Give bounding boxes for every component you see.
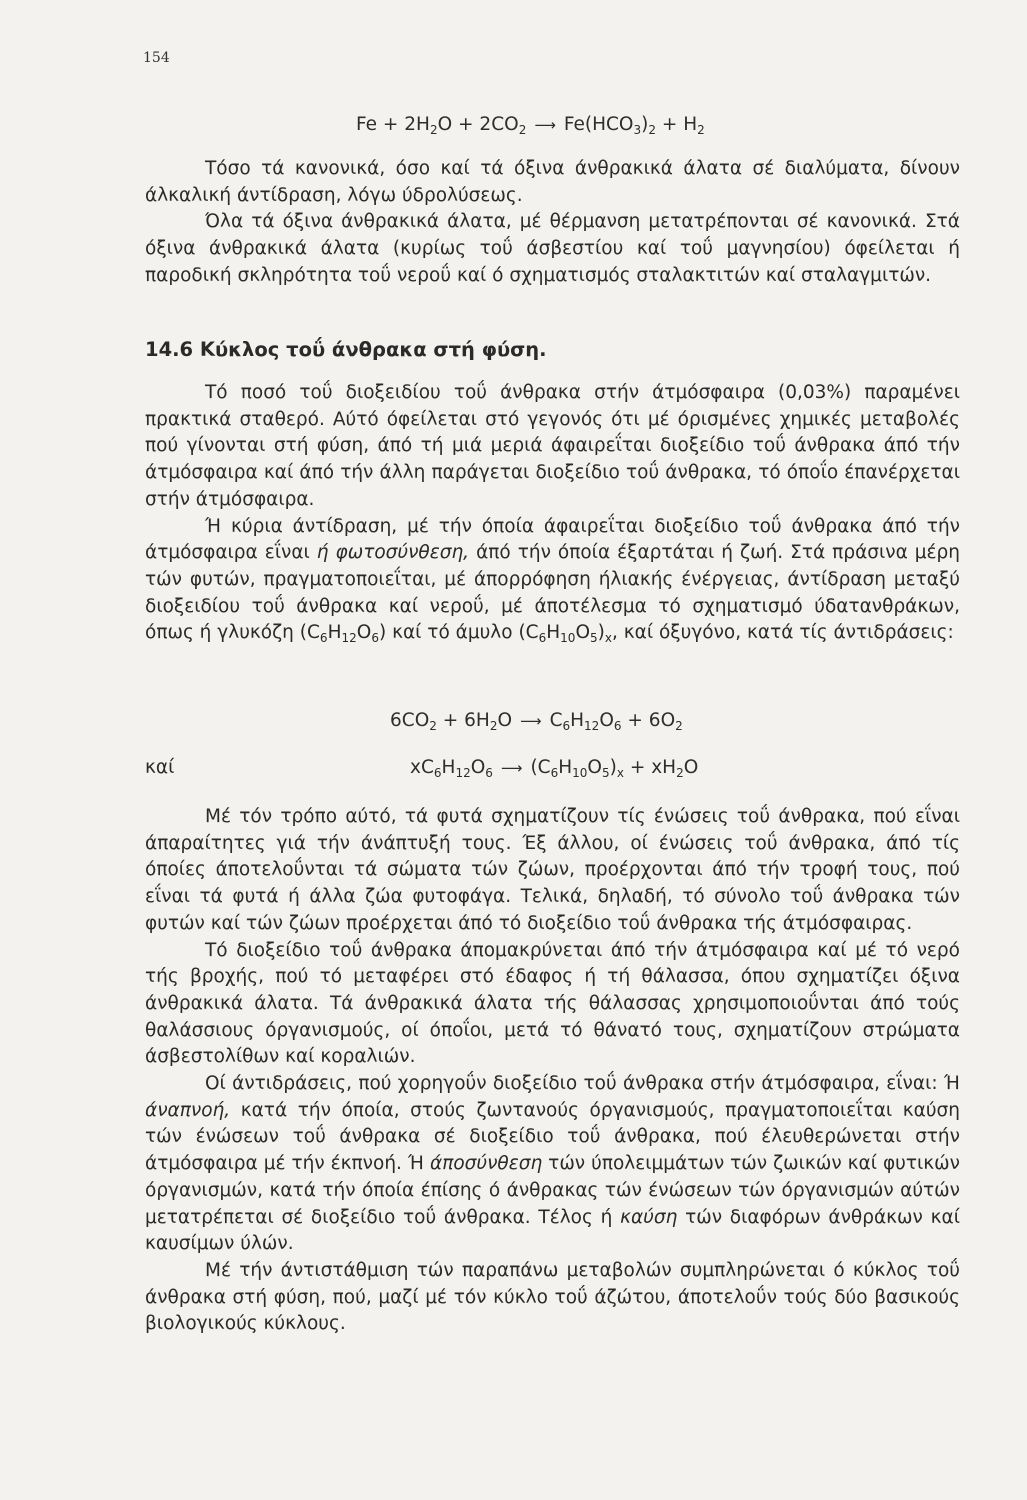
- paragraph: Ή κύρια άντίδραση, μέ τήν όποία άφαιρεΐται διοξείδιο τοΰ άνθρακα άπό τήν άτμόσφαιρα εΐναι ή φωτοσύνθεση, άπό τήν όποία έξαρτάται ή ζωή. Στά πράσινα μέρη τών φυτών, πραγματοποιεΐται, μέ άπορρόφηση ήλιακής ένέργειας, άντίδραση μεταξύ διοξειδίου τοΰ άνθρακα καί νεροΰ, μέ άποτέλεσμα τό σχηματισμό ύδατανθράκων, όπως ή γλυκόζη $(C_6H_{12}O_6)$ καί τό άμυλο $(C_6H_{10}O_5)_x$, καί όξυγόνο, κατά τίς άντιδράσεις:: [145, 515, 961, 646]
- reaction-arrow: ⟶: [520, 712, 542, 730]
- paragraph: Τό διοξείδιο τοΰ άνθρακα άπομακρύνεται άπό τήν άτμόσφαιρα καί μέ τό νερό τής βροχής, πού τό μεταφέρει στό έδαφος ή τή θάλασσα, όπου σχηματίζει όξινα άνθρακικά άλατα. Τά άνθρακικά άλατα τής θάλασσας χρησιμοποιοΰνται άπό τούς θαλάσσιους όργανισμούς, οί όποΐοι, μετά τό θάνατό τους, σχηματίζουν στρώματα άσβεστολίθων καί κοραλιών.: [145, 939, 960, 1068]
- equation-iron-bicarbonate: $Fe + 2H_2O + 2CO_2$ ⟶ $Fe(HCO_3)_2 + H_2$: [356, 114, 705, 137]
- paragraph: Τό ποσό τοΰ διοξειδίου τοΰ άνθρακα στήν άτμόσφαιρα (0,03%) παραμένει πρακτικά σταθερό. Αύτό όφείλεται στό γεγονός ότι μέ όρισμένες χημικές μεταβολές πού γίνονται στή φύση, άπό τή μιά μεριά άφαιρεΐται διοξείδιο τοΰ άνθρακα άπό τήν άτμόσφαιρα καί άπό τήν άλλη παράγεται διοξείδιο τοΰ άνθρακα, τό όποΐο έπανέρχεται στήν άτμόσφαιρα.: [145, 382, 960, 510]
- emphasis-photosynthesis: ή φωτοσύνθεση,: [316, 542, 470, 564]
- emphasis-respiration: άναπνοή,: [145, 1099, 231, 1121]
- reaction-arrow: ⟶: [534, 116, 556, 134]
- paragraph: Τόσο τά κανονικά, όσο καί τά όξινα άνθρακικά άλατα σέ διαλύματα, δίνουν άλκαλική άντίδραση, λόγω ύδρολύσεως.: [145, 158, 960, 206]
- reaction-arrow: ⟶: [500, 759, 523, 777]
- emphasis-combustion: καύση: [620, 1206, 678, 1228]
- conjunction-label: καί: [145, 757, 175, 778]
- section-heading: 14.6 Κύκλος τοΰ άνθρακα στή φύση.: [145, 338, 547, 361]
- paragraph: Μέ τόν τρόπο αύτό, τά φυτά σχηματίζουν τίς ένώσεις τοΰ άνθρακα, πού εΐναι άπαραίτητες γιά τήν άνάπτυξή τους. Έξ άλλου, οί ένώσεις τοΰ άνθρακα, άπό τίς όποίες άποτελοΰνται τά σώματα τών ζώων, προέρχονται άπό τήν τροφή τους, πού εΐναι τά φυτά ή άλλα ζώα φυτοφάγα. Τελικά, δηλαδή, τό σύνολο τοΰ άνθρακα τών φυτών καί τών ζώων προέρχεται άπό τό διοξείδιο τοΰ άνθρακα τής άτμόσφαιρας.: [145, 806, 960, 934]
- page-number: 154: [143, 50, 170, 66]
- section-text-2: [145, 804, 960, 1338]
- paragraph: Μέ τήν άντιστάθμιση τών παραπάνω μεταβολών συμπληρώνεται ό κύκλος τοΰ άνθρακα στή φύση, πού, μαζί μέ τόν κύκλο τοΰ άζώτου, άποτελοΰν τούς δύο βασικούς βιολογικούς κύκλους.: [145, 1259, 960, 1335]
- paragraph: Όλα τά όξινα άνθρακικά άλατα, μέ θέρμανση μετατρέπονται σέ κανονικά. Στά όξινα άνθρακικά άλατα (κυρίως τοΰ άσβεστίου καί τοΰ μαγνησίου) όφείλεται ή παροδική σκληρότητα τοΰ νεροΰ καί ό σχηματισμός σταλακτιτών καί σταλαγμιτών.: [145, 211, 960, 286]
- equation-photosynthesis: $6CO_2 + 6H_2O$ ⟶ $C_6H_{12}O_6 + 6O_2$: [390, 710, 683, 733]
- intro-text: [145, 156, 960, 290]
- paragraph: Οί άντιδράσεις, πού χορηγοΰν διοξείδιο τοΰ άνθρακα στήν άτμόσφαιρα, εΐναι: Ή άναπνοή, κατά τήν όποία, στούς ζωντανούς όργανισμούς, πραγματοποιεΐται καύση τών ένώσεων τοΰ άνθρακα σέ διοξείδιο τοΰ άνθρακα, πού έλευθερώνεται στήν άτμόσφαιρα μέ τήν έκπνοή. Ή άποσύνθεση τών ύπολειμμάτων τών ζωικών καί φυτικών όργανισμών, κατά τήν όποία έπίσης ό άνθρακας τών ένώσεων τών όργανισμών αύτών μετατρέπεται σέ διοξείδιο τοΰ άνθρακα. Τέλος ή καύση τών διαφόρων άνθράκων καί καυσίμων ύλών.: [145, 1073, 960, 1255]
- emphasis-decomposition: άποσύνθεση: [430, 1153, 543, 1175]
- section-text-1: [145, 380, 960, 647]
- equation-starch: $xC_6H_{12}O_6$ ⟶ $(C_6H_{10}O_5)_x + xH_2O$: [410, 757, 699, 780]
